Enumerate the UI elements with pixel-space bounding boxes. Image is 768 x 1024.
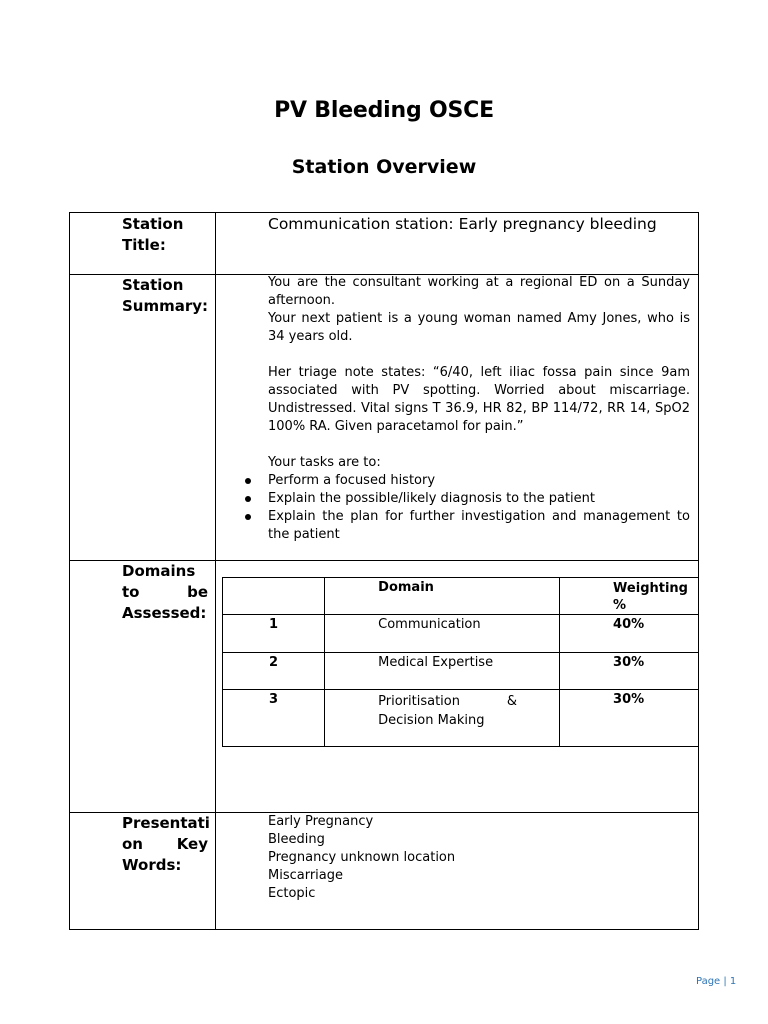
domains-label: Domains to be Assessed: bbox=[122, 562, 208, 622]
summary-paragraph: Your next patient is a young woman named Amy Jones, who is 34 years old. bbox=[268, 311, 690, 344]
domain-row: 1 Communication 40% bbox=[223, 615, 699, 653]
header-number-cell bbox=[223, 578, 325, 615]
header-weighting-cell: Weighting % bbox=[560, 578, 699, 615]
presentation-keywords-list bbox=[268, 813, 690, 903]
domain-row: 2 Medical Expertise 30% bbox=[223, 653, 699, 690]
page-number: Page | 1 bbox=[696, 976, 737, 987]
header-domain-cell: Domain bbox=[325, 578, 560, 615]
keyword-item: Ectopic bbox=[268, 886, 316, 901]
keyword-item: Bleeding bbox=[268, 832, 325, 847]
bullet-icon bbox=[245, 478, 251, 484]
domains-header-row bbox=[223, 578, 699, 615]
document-title: PV Bleeding OSCE bbox=[274, 98, 494, 123]
column-divider bbox=[215, 213, 216, 929]
domain-row: 3 Prioritisation & Decision Making 30% bbox=[223, 690, 699, 747]
domains-table bbox=[222, 577, 699, 747]
bullet-icon bbox=[245, 514, 251, 520]
keyword-item: Early Pregnancy bbox=[268, 814, 374, 829]
station-title-label: Station Title: bbox=[122, 215, 184, 254]
station-summary-label: Station Summary: bbox=[122, 276, 209, 315]
bullet-icon bbox=[245, 496, 251, 502]
summary-paragraph: You are the consultant working at a regional ED on a Sunday afternoon. bbox=[268, 275, 690, 308]
task-item: Explain the plan for further investigation and management to the patient bbox=[268, 508, 690, 544]
presentation-keywords-label: Presentati on Key Words: bbox=[122, 814, 210, 874]
tasks-intro: Your tasks are to: bbox=[268, 455, 381, 470]
station-overview-table bbox=[69, 212, 699, 930]
triage-note-paragraph: Her triage note states: “6/40, left iliac fossa pain since 9am associated with PV spotting. Worried about miscarriage. Undistressed. Vital signs T 36.9, HR 82, BP 114/72, RR 14, SpO2 100% RA. Given paracetamol for pain.” bbox=[268, 365, 690, 434]
keyword-item: Pregnancy unknown location bbox=[268, 850, 456, 865]
document-subtitle: Station Overview bbox=[291, 156, 477, 178]
station-summary-text bbox=[268, 274, 690, 544]
tasks-list bbox=[268, 472, 690, 544]
station-title-value: Communication station: Early pregnancy bleeding bbox=[268, 215, 657, 233]
task-item: Explain the possible/likely diagnosis to the patient bbox=[268, 490, 690, 508]
task-item: Perform a focused history bbox=[268, 472, 690, 490]
keyword-item: Miscarriage bbox=[268, 868, 344, 883]
